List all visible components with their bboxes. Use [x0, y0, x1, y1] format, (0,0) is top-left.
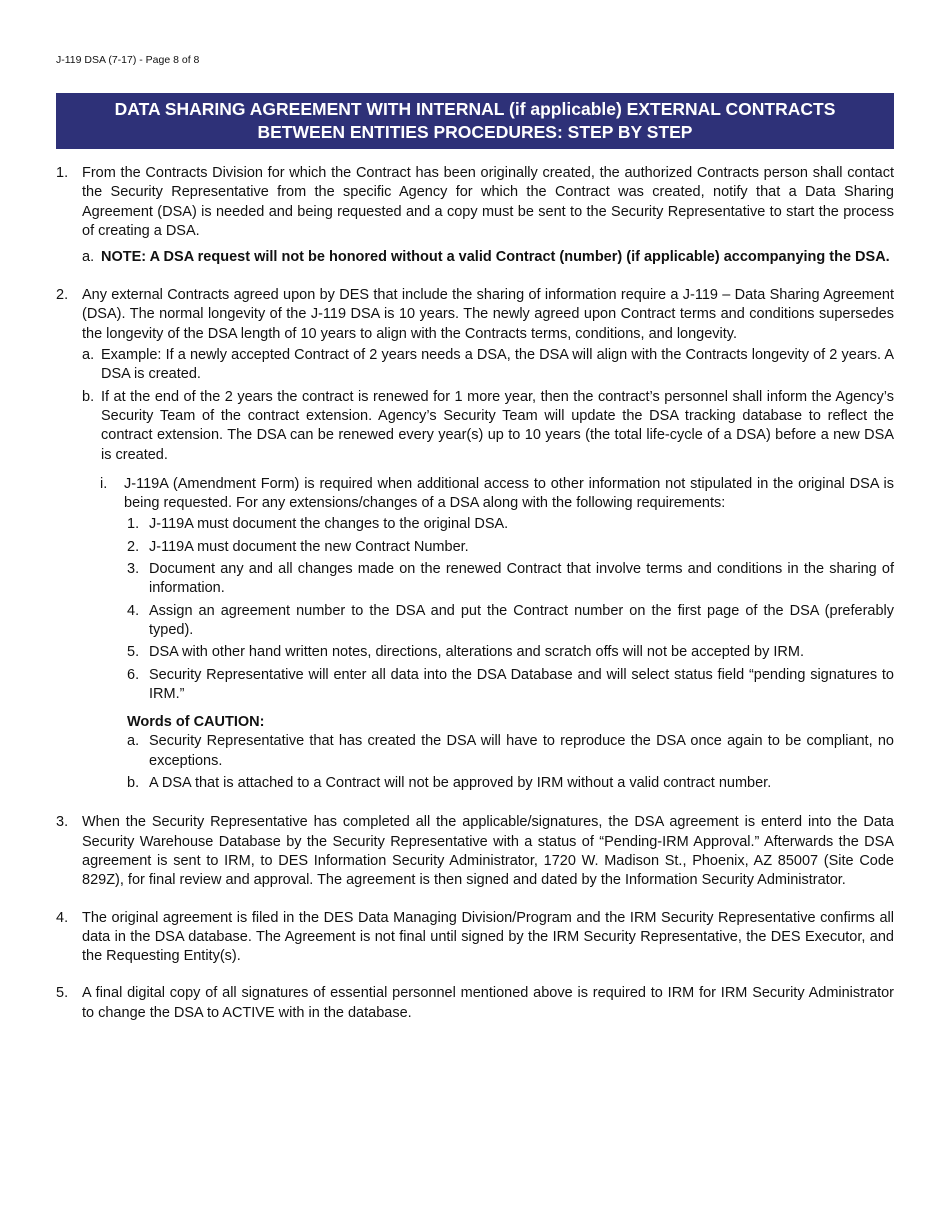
- requirement-text: Document any and all changes made on the renewed Contract that involve terms and conditions in the sharing of information.: [149, 561, 894, 597]
- requirement-item: [82, 515, 894, 534]
- step-2: [56, 286, 894, 793]
- caution-text: A DSA that is attached to a Contract will not be approved by IRM without a valid contract number.: [149, 775, 772, 792]
- requirement-item: [82, 666, 894, 705]
- step-text: From the Contracts Division for which the Contract has been originally created, the authorized Contracts person shall contact the Security Representative from the specific Agency for which the Contract was created, notify that a Data Sharing Agreement (DSA) is needed and being requested and a copy must be sent to the Security Representative to start the process of creating a DSA.: [82, 165, 894, 239]
- amendment-item: [82, 475, 894, 514]
- sub-letter: a.: [82, 249, 95, 266]
- step-text: Any external Contracts agreed upon by DES that include the sharing of information require a J-119 – Data Sharing Agreement (DSA). The normal longevity of the J-119 DSA is 10 years. The newly agreed upon Contract terms and conditions supersedes the longevity of the DSA length of 10 years to align with the Contracts terms, conditions, and longevity.: [82, 287, 894, 342]
- requirement-text: J-119A must document the new Contract Number.: [149, 538, 469, 555]
- sub-letter: a.: [82, 347, 95, 364]
- caution-list: [82, 732, 894, 793]
- sub-letter: b.: [82, 388, 95, 405]
- requirement-number: 4.: [127, 602, 140, 619]
- requirement-number: 3.: [127, 561, 140, 578]
- requirement-number: 5.: [127, 644, 140, 661]
- caution-letter: b.: [127, 775, 140, 792]
- requirement-item: [82, 560, 894, 599]
- requirement-number: 1.: [127, 516, 140, 533]
- caution-item: [82, 774, 894, 793]
- banner-line-1: DATA SHARING AGREEMENT WITH INTERNAL (if applicable) EXTERNAL CONTRACTS: [114, 99, 836, 119]
- amendment-text: J-119A (Amendment Form) is required when additional access to other information not stipulated in the original DSA is being requested. For any extensions/changes of a DSA along with the following requirements:: [124, 475, 894, 512]
- section-banner: [56, 93, 894, 149]
- caution-text: Security Representative that has created the DSA will have to reproduce the DSA once again to be compliant, no exceptions.: [149, 733, 894, 769]
- step-text: A final digital copy of all signatures of essential personnel mentioned above is required to IRM for IRM Security Administrator to change the DSA to ACTIVE with in the database.: [82, 985, 894, 1021]
- banner-line-2: BETWEEN ENTITIES PROCEDURES: STEP BY STEP: [257, 122, 693, 142]
- procedure-list: [56, 164, 894, 1023]
- step-2-example: [82, 346, 894, 385]
- step-number: 2.: [56, 287, 69, 304]
- note-text: NOTE: A DSA request will not be honored without a valid Contract (number) (if applicable) accompanying the DSA.: [101, 249, 890, 266]
- sub-text: If at the end of the 2 years the contract is renewed for 1 more year, then the contract’s personnel shall inform the Agency’s Security Team of the contract extension. Agency’s Security Team will update the DSA tracking database to reflect the contract extension. The DSA can be renewed every year(s) up to 10 years (the total life-cycle of a DSA) before a new DSA is created.: [101, 388, 894, 463]
- step-5: [56, 984, 894, 1023]
- step-number: 3.: [56, 814, 69, 831]
- step-text: When the Security Representative has completed all the applicable/signatures, the DSA agreement is enterd into the Data Security Warehouse Database by the Security Representative with a status of “Pending-IRM Approval.” Afterwards the DSA agreement is sent to IRM, to DES Information Security Administrator, 1720 W. Madison St., Phoenix, AZ 85007 (Site Code 829Z), for final review and approval. The agreement is then signed and dated by the Information Security Administrator.: [82, 814, 894, 889]
- caution-title: Words of CAUTION:: [127, 714, 265, 731]
- requirement-number: 6.: [127, 666, 140, 683]
- requirement-text: Assign an agreement number to the DSA and put the Contract number on the first page of the DSA (preferably typed).: [149, 602, 894, 638]
- step-number: 1.: [56, 165, 69, 181]
- requirement-item: [82, 643, 894, 662]
- roman-numeral: i.: [100, 475, 108, 492]
- step-1-note: [82, 246, 894, 268]
- caution-item: [82, 732, 894, 771]
- document-id: J-119 DSA (7-17) - Page 8 of 8: [56, 54, 200, 66]
- step-4: [56, 909, 894, 967]
- requirement-text: J-119A must document the changes to the original DSA.: [149, 516, 509, 533]
- requirement-item: [82, 602, 894, 641]
- requirement-item: [82, 538, 894, 557]
- step-number: 4.: [56, 909, 69, 926]
- step-2-renewal: [82, 388, 894, 465]
- requirement-number: 2.: [127, 538, 140, 555]
- step-1: [56, 164, 894, 268]
- step-text: The original agreement is filed in the DES Data Managing Division/Program and the IRM Security Representative confirms all data in the DSA database. The Agreement is not final until signed by the IRM Security Representative, the DES Executor, and the Requesting Entity(s).: [82, 909, 894, 965]
- requirements-list: [82, 515, 894, 704]
- step-3: [56, 813, 894, 890]
- caution-letter: a.: [127, 733, 140, 750]
- requirement-text: DSA with other hand written notes, directions, alterations and scratch offs will not be accepted by IRM.: [149, 644, 804, 661]
- step-number: 5.: [56, 985, 69, 1002]
- requirement-text: Security Representative will enter all data into the DSA Database and will select status field “pending signatures to IRM.”: [149, 666, 894, 702]
- sub-text: Example: If a newly accepted Contract of 2 years needs a DSA, the DSA will align with the Contracts longevity of 2 years. A DSA is created.: [101, 347, 894, 383]
